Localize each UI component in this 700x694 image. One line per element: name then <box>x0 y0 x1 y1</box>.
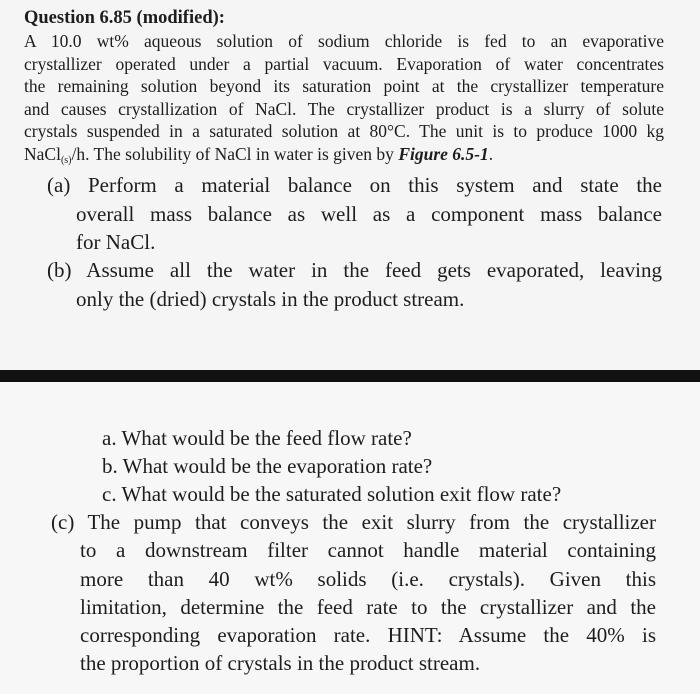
part-c-line: limitation, determine the feed rate to the crystallizer and the <box>80 594 656 619</box>
part-a <box>47 171 662 257</box>
part-b-line: (b) Assume all the water in the feed gets evaporated, leaving <box>47 258 662 282</box>
subquestion-item: a. What would be the feed flow rate? <box>102 426 412 450</box>
subquestion-item: b. What would be the evaporation rate? <box>102 454 433 478</box>
figure-reference: Figure 6.5-1 <box>398 143 489 164</box>
statement-last-line <box>24 143 664 166</box>
part-a-line: for NaCl. <box>76 230 156 254</box>
subquestion-item: c. What would be the saturated solution exit flow rate? <box>102 482 562 506</box>
part-c-line: (c) The pump that conveys the exit slurry from the crystallizer <box>51 510 656 534</box>
statement-line: and causes crystallization of NaCl. The crystallizer product is a slurry of solute <box>24 98 664 119</box>
part-c-line: corresponding evaporation rate. HINT: Assume the 40% is <box>80 623 656 648</box>
problem-statement <box>24 30 664 165</box>
part-c-line: to a downstream filter cannot handle material containing <box>80 538 656 563</box>
part-c <box>51 508 656 678</box>
statement-line: the remaining solution beyond its saturation point at the crystallizer temperature <box>24 76 664 96</box>
formula-nacl: NaCl <box>24 143 61 164</box>
statement-text: /h. The solubility of NaCl in water is given by <box>71 143 399 164</box>
part-a-line: overall mass balance as well as a component mass balance <box>76 201 662 226</box>
statement-line: crystallizer operated under a partial vacuum. Evaporation of water concentrates <box>24 53 664 74</box>
part-a-line: (a) Perform a material balance on this system and state the <box>47 173 662 197</box>
statement-line: A 10.0 wt% aqueous solution of sodium chloride is fed to an evaporative <box>24 31 664 51</box>
section-divider <box>0 370 700 382</box>
statement-line: crystals suspended in a saturated solution at 80°C. The unit is to produce 1000 kg <box>24 121 664 141</box>
part-c-line: more than 40 wt% solids (i.e. crystals). Given this <box>80 566 656 591</box>
part-b-subquestions <box>102 424 561 508</box>
part-b <box>47 256 662 313</box>
formula-subscript: (s) <box>60 154 72 166</box>
statement-period: . <box>488 143 494 164</box>
part-c-line: the proportion of crystals in the product stream. <box>80 651 481 676</box>
question-title: Question 6.85 (modified): <box>24 8 225 28</box>
part-b-line: only the (dried) crystals in the product stream. <box>76 286 465 311</box>
